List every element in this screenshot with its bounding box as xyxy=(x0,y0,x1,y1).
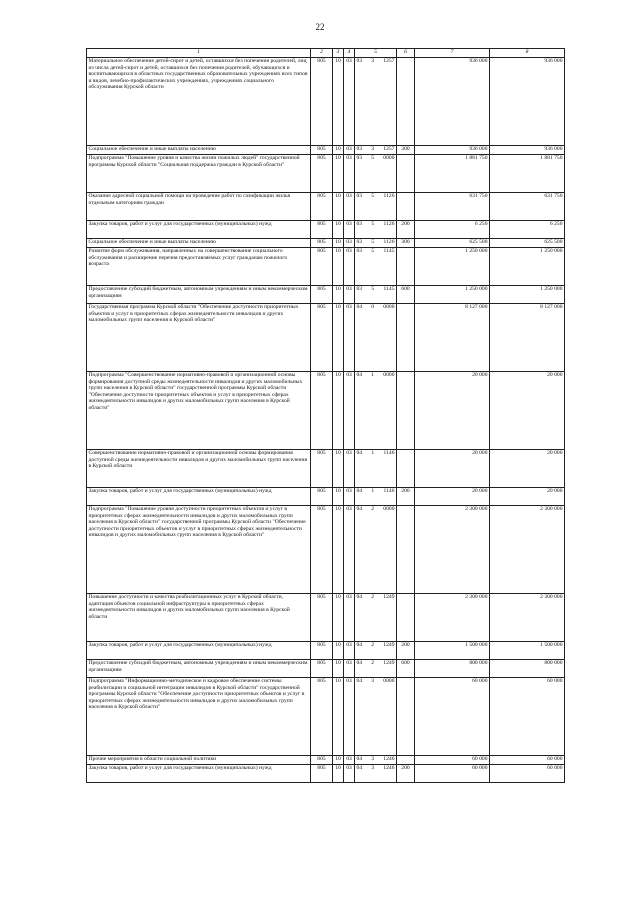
target-article-part: 3 xyxy=(371,678,375,684)
target-article-part: 04 xyxy=(356,488,363,494)
table-row xyxy=(87,488,565,506)
target-article-part: 1249 xyxy=(383,660,395,666)
row-subsection-code: 03 xyxy=(344,304,355,372)
row-name: Повышение доступности и качества реабилитационных услуг в Курской области, адаптация объектов социальной инфраструктуры в приоритетных сферах жизнедеятельности инвалидов и других маломобильных групп населения в Курской области xyxy=(87,594,311,642)
row-target-article-code xyxy=(355,146,397,155)
column-number: 4 xyxy=(344,49,355,58)
target-article-part: 3 xyxy=(371,765,375,771)
row-section-code: 10 xyxy=(333,594,344,642)
target-article-part: 03 xyxy=(356,146,363,152)
budget-table xyxy=(86,48,565,783)
target-article-part: 04 xyxy=(356,756,363,762)
row-amount-2: 6 250 xyxy=(490,221,565,239)
table-row xyxy=(87,765,565,783)
row-section-code: 10 xyxy=(333,286,344,304)
target-article-part: 03 xyxy=(356,248,363,254)
target-article-part: 5 xyxy=(371,286,375,292)
row-name: Подпрограмма "Совершенствование нормативно-правовой и организационной основы формирования доступной среды жизнедеятельности инвалидов и других маломобильных групп населения в Курской области" государственной программы Курской области "Обеспечение доступности приоритетных объектов и услуг в приоритетных сферах жизнедеятельности инвалидов и других маломобильных групп населения в Курской области" xyxy=(87,372,311,450)
row-name: Закупка товаров, работ и услуг для государственных (муниципальных) нужд xyxy=(87,221,311,239)
column-number: 2 xyxy=(311,49,333,58)
target-article-part: 2 xyxy=(371,642,375,648)
row-target-article-code xyxy=(355,248,397,286)
row-section-code: 10 xyxy=(333,642,344,660)
target-article-part: 04 xyxy=(356,660,363,666)
row-subsection-code: 03 xyxy=(344,58,355,146)
table-row xyxy=(87,239,565,248)
table-row xyxy=(87,660,565,678)
target-article-part: 1246 xyxy=(383,765,395,771)
target-article-part: 04 xyxy=(356,450,363,456)
table-row xyxy=(87,155,565,193)
row-expense-type-code xyxy=(397,506,415,594)
target-article-part: 2 xyxy=(371,660,375,666)
target-article-part: 1 xyxy=(371,488,375,494)
row-section-code: 10 xyxy=(333,239,344,248)
row-amount-1: 936 000 xyxy=(415,58,490,146)
row-name: Социальное обеспечение и иные выплаты населению xyxy=(87,239,311,248)
target-article-part: 1126 xyxy=(383,239,395,245)
row-name: Материальное обеспечение детей-сирот и детей, оставшихся без попечения родителей, лиц из числа детей-сирот и детей, оставшихся без попечения родителей, обучающихся и воспитывающихся в областных государственных образовательных учреждениях всех типов и видов, лечебно-профилактических учреждениях, учреждениях социального обслуживания Курской области xyxy=(87,58,311,146)
row-target-article-code xyxy=(355,304,397,372)
row-expense-type-code: 200 xyxy=(397,488,415,506)
row-section-code: 10 xyxy=(333,248,344,286)
table-row xyxy=(87,286,565,304)
row-amount-1: 936 000 xyxy=(415,146,490,155)
target-article-part: 04 xyxy=(356,678,363,684)
row-grbs-code: 805 xyxy=(311,146,333,155)
row-grbs-code: 805 xyxy=(311,304,333,372)
row-amount-1: 625 500 xyxy=(415,239,490,248)
target-article-part: 5 xyxy=(371,221,375,227)
table-row xyxy=(87,678,565,756)
row-amount-2: 631 750 xyxy=(490,193,565,221)
row-subsection-code: 03 xyxy=(344,155,355,193)
row-grbs-code: 805 xyxy=(311,488,333,506)
row-target-article-code xyxy=(355,642,397,660)
table-row xyxy=(87,506,565,594)
row-expense-type-code: 600 xyxy=(397,660,415,678)
row-grbs-code: 805 xyxy=(311,286,333,304)
row-amount-2: 936 000 xyxy=(490,58,565,146)
row-amount-2: 1 881 750 xyxy=(490,155,565,193)
row-name: Предоставление субсидий бюджетным, автономным учреждениям и иным некоммерческим организациям xyxy=(87,286,311,304)
target-article-part: 0000 xyxy=(383,506,395,512)
row-target-article-code xyxy=(355,221,397,239)
target-article-part: 5 xyxy=(371,193,375,199)
row-subsection-code: 03 xyxy=(344,506,355,594)
row-subsection-code: 03 xyxy=(344,239,355,248)
row-amount-2: 800 000 xyxy=(490,660,565,678)
row-section-code: 10 xyxy=(333,304,344,372)
row-subsection-code: 03 xyxy=(344,678,355,756)
row-amount-1: 2 300 000 xyxy=(415,506,490,594)
row-target-article-code xyxy=(355,678,397,756)
target-article-part: 03 xyxy=(356,239,363,245)
row-expense-type-code xyxy=(397,678,415,756)
column-number: 1 xyxy=(87,49,311,58)
row-target-article-code xyxy=(355,660,397,678)
row-section-code: 10 xyxy=(333,155,344,193)
row-grbs-code: 805 xyxy=(311,756,333,765)
row-target-article-code xyxy=(355,506,397,594)
row-subsection-code: 03 xyxy=(344,594,355,642)
row-name: Предоставление субсидий бюджетным, автономным учреждениям и иным некоммерческим организациям xyxy=(87,660,311,678)
row-grbs-code: 805 xyxy=(311,239,333,248)
row-section-code: 10 xyxy=(333,372,344,450)
row-subsection-code: 03 xyxy=(344,488,355,506)
row-target-article-code xyxy=(355,155,397,193)
row-amount-2: 1 500 000 xyxy=(490,642,565,660)
row-grbs-code: 805 xyxy=(311,193,333,221)
row-amount-2: 2 300 000 xyxy=(490,594,565,642)
target-article-part: 03 xyxy=(356,286,363,292)
row-grbs-code: 805 xyxy=(311,594,333,642)
target-article-part: 1145 xyxy=(383,286,395,292)
row-expense-type-code: 200 xyxy=(397,221,415,239)
row-amount-2: 1 250 000 xyxy=(490,248,565,286)
row-target-article-code xyxy=(355,756,397,765)
row-subsection-code: 03 xyxy=(344,146,355,155)
row-amount-2: 1 250 000 xyxy=(490,286,565,304)
row-section-code: 10 xyxy=(333,450,344,488)
row-target-article-code xyxy=(355,372,397,450)
target-article-part: 0 xyxy=(371,304,375,310)
row-amount-2: 60 000 xyxy=(490,678,565,756)
row-amount-1: 1 250 000 xyxy=(415,286,490,304)
row-amount-2: 936 000 xyxy=(490,146,565,155)
row-name: Закупка товаров, работ и услуг для государственных (муниципальных) нужд xyxy=(87,488,311,506)
row-section-code: 10 xyxy=(333,506,344,594)
target-article-part: 1249 xyxy=(383,642,395,648)
table-row xyxy=(87,58,565,146)
row-subsection-code: 03 xyxy=(344,765,355,783)
target-article-part: 0000 xyxy=(383,155,395,161)
target-article-part: 2 xyxy=(371,506,375,512)
row-grbs-code: 805 xyxy=(311,642,333,660)
row-amount-2: 2 300 000 xyxy=(490,506,565,594)
row-name: Совершенствование нормативно-правовой и организационной основы формирования доступной среды жизнедеятельности инвалидов и других маломобильных групп населения в Курской области xyxy=(87,450,311,488)
target-article-part: 04 xyxy=(356,506,363,512)
row-amount-1: 631 750 xyxy=(415,193,490,221)
row-target-article-code xyxy=(355,286,397,304)
table-row xyxy=(87,642,565,660)
row-grbs-code: 805 xyxy=(311,155,333,193)
row-expense-type-code xyxy=(397,372,415,450)
row-subsection-code: 03 xyxy=(344,193,355,221)
row-grbs-code: 805 xyxy=(311,248,333,286)
row-grbs-code: 805 xyxy=(311,58,333,146)
table-row xyxy=(87,248,565,286)
target-article-part: 04 xyxy=(356,765,363,771)
table-row xyxy=(87,146,565,155)
target-article-part: 04 xyxy=(356,594,363,600)
row-section-code: 10 xyxy=(333,221,344,239)
row-expense-type-code xyxy=(397,450,415,488)
row-target-article-code xyxy=(355,58,397,146)
row-subsection-code: 03 xyxy=(344,450,355,488)
table-row xyxy=(87,594,565,642)
row-subsection-code: 03 xyxy=(344,286,355,304)
column-number: 3 xyxy=(333,49,344,58)
target-article-part: 1146 xyxy=(383,488,395,494)
row-name: Оказание адресной социальной помощи на проведение работ по газификации жилья отдельным категориям граждан xyxy=(87,193,311,221)
row-amount-1: 1 881 750 xyxy=(415,155,490,193)
row-amount-2: 20 000 xyxy=(490,488,565,506)
row-amount-2: 60 000 xyxy=(490,756,565,765)
target-article-part: 1145 xyxy=(383,248,395,254)
row-amount-2: 20 000 xyxy=(490,372,565,450)
row-grbs-code: 805 xyxy=(311,221,333,239)
row-expense-type-code xyxy=(397,594,415,642)
row-section-code: 10 xyxy=(333,193,344,221)
column-number: 8 xyxy=(490,49,565,58)
row-target-article-code xyxy=(355,594,397,642)
row-grbs-code: 805 xyxy=(311,678,333,756)
column-number: 5 xyxy=(355,49,397,58)
row-amount-1: 1 500 000 xyxy=(415,642,490,660)
table-row xyxy=(87,756,565,765)
target-article-part: 03 xyxy=(356,58,363,64)
row-expense-type-code xyxy=(397,58,415,146)
row-expense-type-code: 300 xyxy=(397,239,415,248)
row-amount-1: 20 000 xyxy=(415,450,490,488)
target-article-part: 5 xyxy=(371,248,375,254)
row-section-code: 10 xyxy=(333,765,344,783)
row-expense-type-code xyxy=(397,248,415,286)
row-section-code: 10 xyxy=(333,488,344,506)
table-row xyxy=(87,304,565,372)
row-expense-type-code xyxy=(397,155,415,193)
target-article-part: 5 xyxy=(371,239,375,245)
target-article-part: 1257 xyxy=(383,146,395,152)
row-amount-1: 8 127 000 xyxy=(415,304,490,372)
row-target-article-code xyxy=(355,765,397,783)
row-target-article-code xyxy=(355,450,397,488)
row-subsection-code: 03 xyxy=(344,372,355,450)
target-article-part: 03 xyxy=(356,155,363,161)
row-expense-type-code xyxy=(397,193,415,221)
column-number: 7 xyxy=(415,49,490,58)
target-article-part: 04 xyxy=(356,642,363,648)
target-article-part: 1146 xyxy=(383,450,395,456)
target-article-part: 1 xyxy=(371,450,375,456)
row-name: Прочие мероприятия в области социальной политики xyxy=(87,756,311,765)
row-target-article-code xyxy=(355,239,397,248)
target-article-part: 3 xyxy=(371,756,375,762)
row-name: Социальное обеспечение и иные выплаты населению xyxy=(87,146,311,155)
table-row xyxy=(87,193,565,221)
target-article-part: 04 xyxy=(356,304,363,310)
row-amount-2: 625 500 xyxy=(490,239,565,248)
row-amount-1: 800 000 xyxy=(415,660,490,678)
row-section-code: 10 xyxy=(333,146,344,155)
row-grbs-code: 805 xyxy=(311,765,333,783)
row-subsection-code: 03 xyxy=(344,248,355,286)
row-expense-type-code xyxy=(397,304,415,372)
target-article-part: 1249 xyxy=(383,594,395,600)
table-row xyxy=(87,372,565,450)
row-subsection-code: 03 xyxy=(344,756,355,765)
row-amount-1: 60 000 xyxy=(415,678,490,756)
row-amount-1: 1 250 000 xyxy=(415,248,490,286)
row-name: Подпрограмма "Повышение уровня доступности приоритетных объектов и услуг в приоритетных сферах жизнедеятельности инвалидов и других маломобильных групп населения в Курской области" государственной программы Курской области "Обеспечение доступности приоритетных объектов и услуг в приоритетных сферах жизнедеятельности инвалидов и других маломобильных групп населения в Курской области" xyxy=(87,506,311,594)
row-expense-type-code: 200 xyxy=(397,765,415,783)
row-amount-2: 60 000 xyxy=(490,765,565,783)
target-article-part: 3 xyxy=(371,58,375,64)
row-grbs-code: 805 xyxy=(311,450,333,488)
target-article-part: 0000 xyxy=(383,678,395,684)
table-row xyxy=(87,221,565,239)
row-subsection-code: 03 xyxy=(344,221,355,239)
target-article-part: 0000 xyxy=(383,304,395,310)
row-target-article-code xyxy=(355,193,397,221)
row-name: Развитие форм обслуживания, направленных на совершенствование социального обслуживания и расширение перечня предоставляемых услуг гражданам пожилого возраста xyxy=(87,248,311,286)
row-section-code: 10 xyxy=(333,678,344,756)
row-grbs-code: 805 xyxy=(311,506,333,594)
row-amount-1: 2 300 000 xyxy=(415,594,490,642)
column-number: 6 xyxy=(397,49,415,58)
row-amount-2: 20 000 xyxy=(490,450,565,488)
row-name: Государственная программа Курской области "Обеспечение доступности приоритетных объектов и услуг в приоритетных сферах жизнедеятельности инвалидов и других маломобильных групп населения в Курской области" xyxy=(87,304,311,372)
target-article-part: 1126 xyxy=(383,193,395,199)
row-expense-type-code: 300 xyxy=(397,146,415,155)
row-section-code: 10 xyxy=(333,58,344,146)
row-expense-type-code: 200 xyxy=(397,642,415,660)
row-name: Подпрограмма "Повышение уровня и качества жизни пожилых людей" государственной программы Курской области "Социальная поддержка граждан в Курской области" xyxy=(87,155,311,193)
row-expense-type-code: 600 xyxy=(397,286,415,304)
row-target-article-code xyxy=(355,488,397,506)
row-section-code: 10 xyxy=(333,660,344,678)
target-article-part: 3 xyxy=(371,146,375,152)
row-section-code: 10 xyxy=(333,756,344,765)
row-amount-1: 60 000 xyxy=(415,756,490,765)
target-article-part: 5 xyxy=(371,155,375,161)
row-amount-1: 20 000 xyxy=(415,372,490,450)
target-article-part: 0000 xyxy=(383,372,395,378)
row-name: Подпрограмма "Информационно-методическое и кадровое обеспечение системы реабилитации и социальной интеграции инвалидов в Курской области" государственной программы Курской области "Обеспечение доступности приоритетных объектов и услуг в приоритетных сферах жизнедеятельности инвалидов и других маломобильных групп населения в Курской области" xyxy=(87,678,311,756)
row-subsection-code: 03 xyxy=(344,660,355,678)
row-name: Закупка товаров, работ и услуг для государственных (муниципальных) нужд xyxy=(87,642,311,660)
row-name: Закупка товаров, работ и услуг для государственных (муниципальных) нужд xyxy=(87,765,311,783)
row-amount-1: 60 000 xyxy=(415,765,490,783)
table-row xyxy=(87,450,565,488)
row-amount-2: 8 127 000 xyxy=(490,304,565,372)
row-expense-type-code xyxy=(397,756,415,765)
target-article-part: 1126 xyxy=(383,221,395,227)
target-article-part: 1 xyxy=(371,372,375,378)
target-article-part: 03 xyxy=(356,193,363,199)
target-article-part: 04 xyxy=(356,372,363,378)
target-article-part: 1246 xyxy=(383,756,395,762)
row-subsection-code: 03 xyxy=(344,642,355,660)
column-number-row xyxy=(87,49,565,58)
row-amount-1: 20 000 xyxy=(415,488,490,506)
row-grbs-code: 805 xyxy=(311,660,333,678)
target-article-part: 03 xyxy=(356,221,363,227)
row-grbs-code: 805 xyxy=(311,372,333,450)
target-article-part: 2 xyxy=(371,594,375,600)
row-amount-1: 6 250 xyxy=(415,221,490,239)
page-number: 22 xyxy=(315,22,325,32)
target-article-part: 1257 xyxy=(383,58,395,64)
